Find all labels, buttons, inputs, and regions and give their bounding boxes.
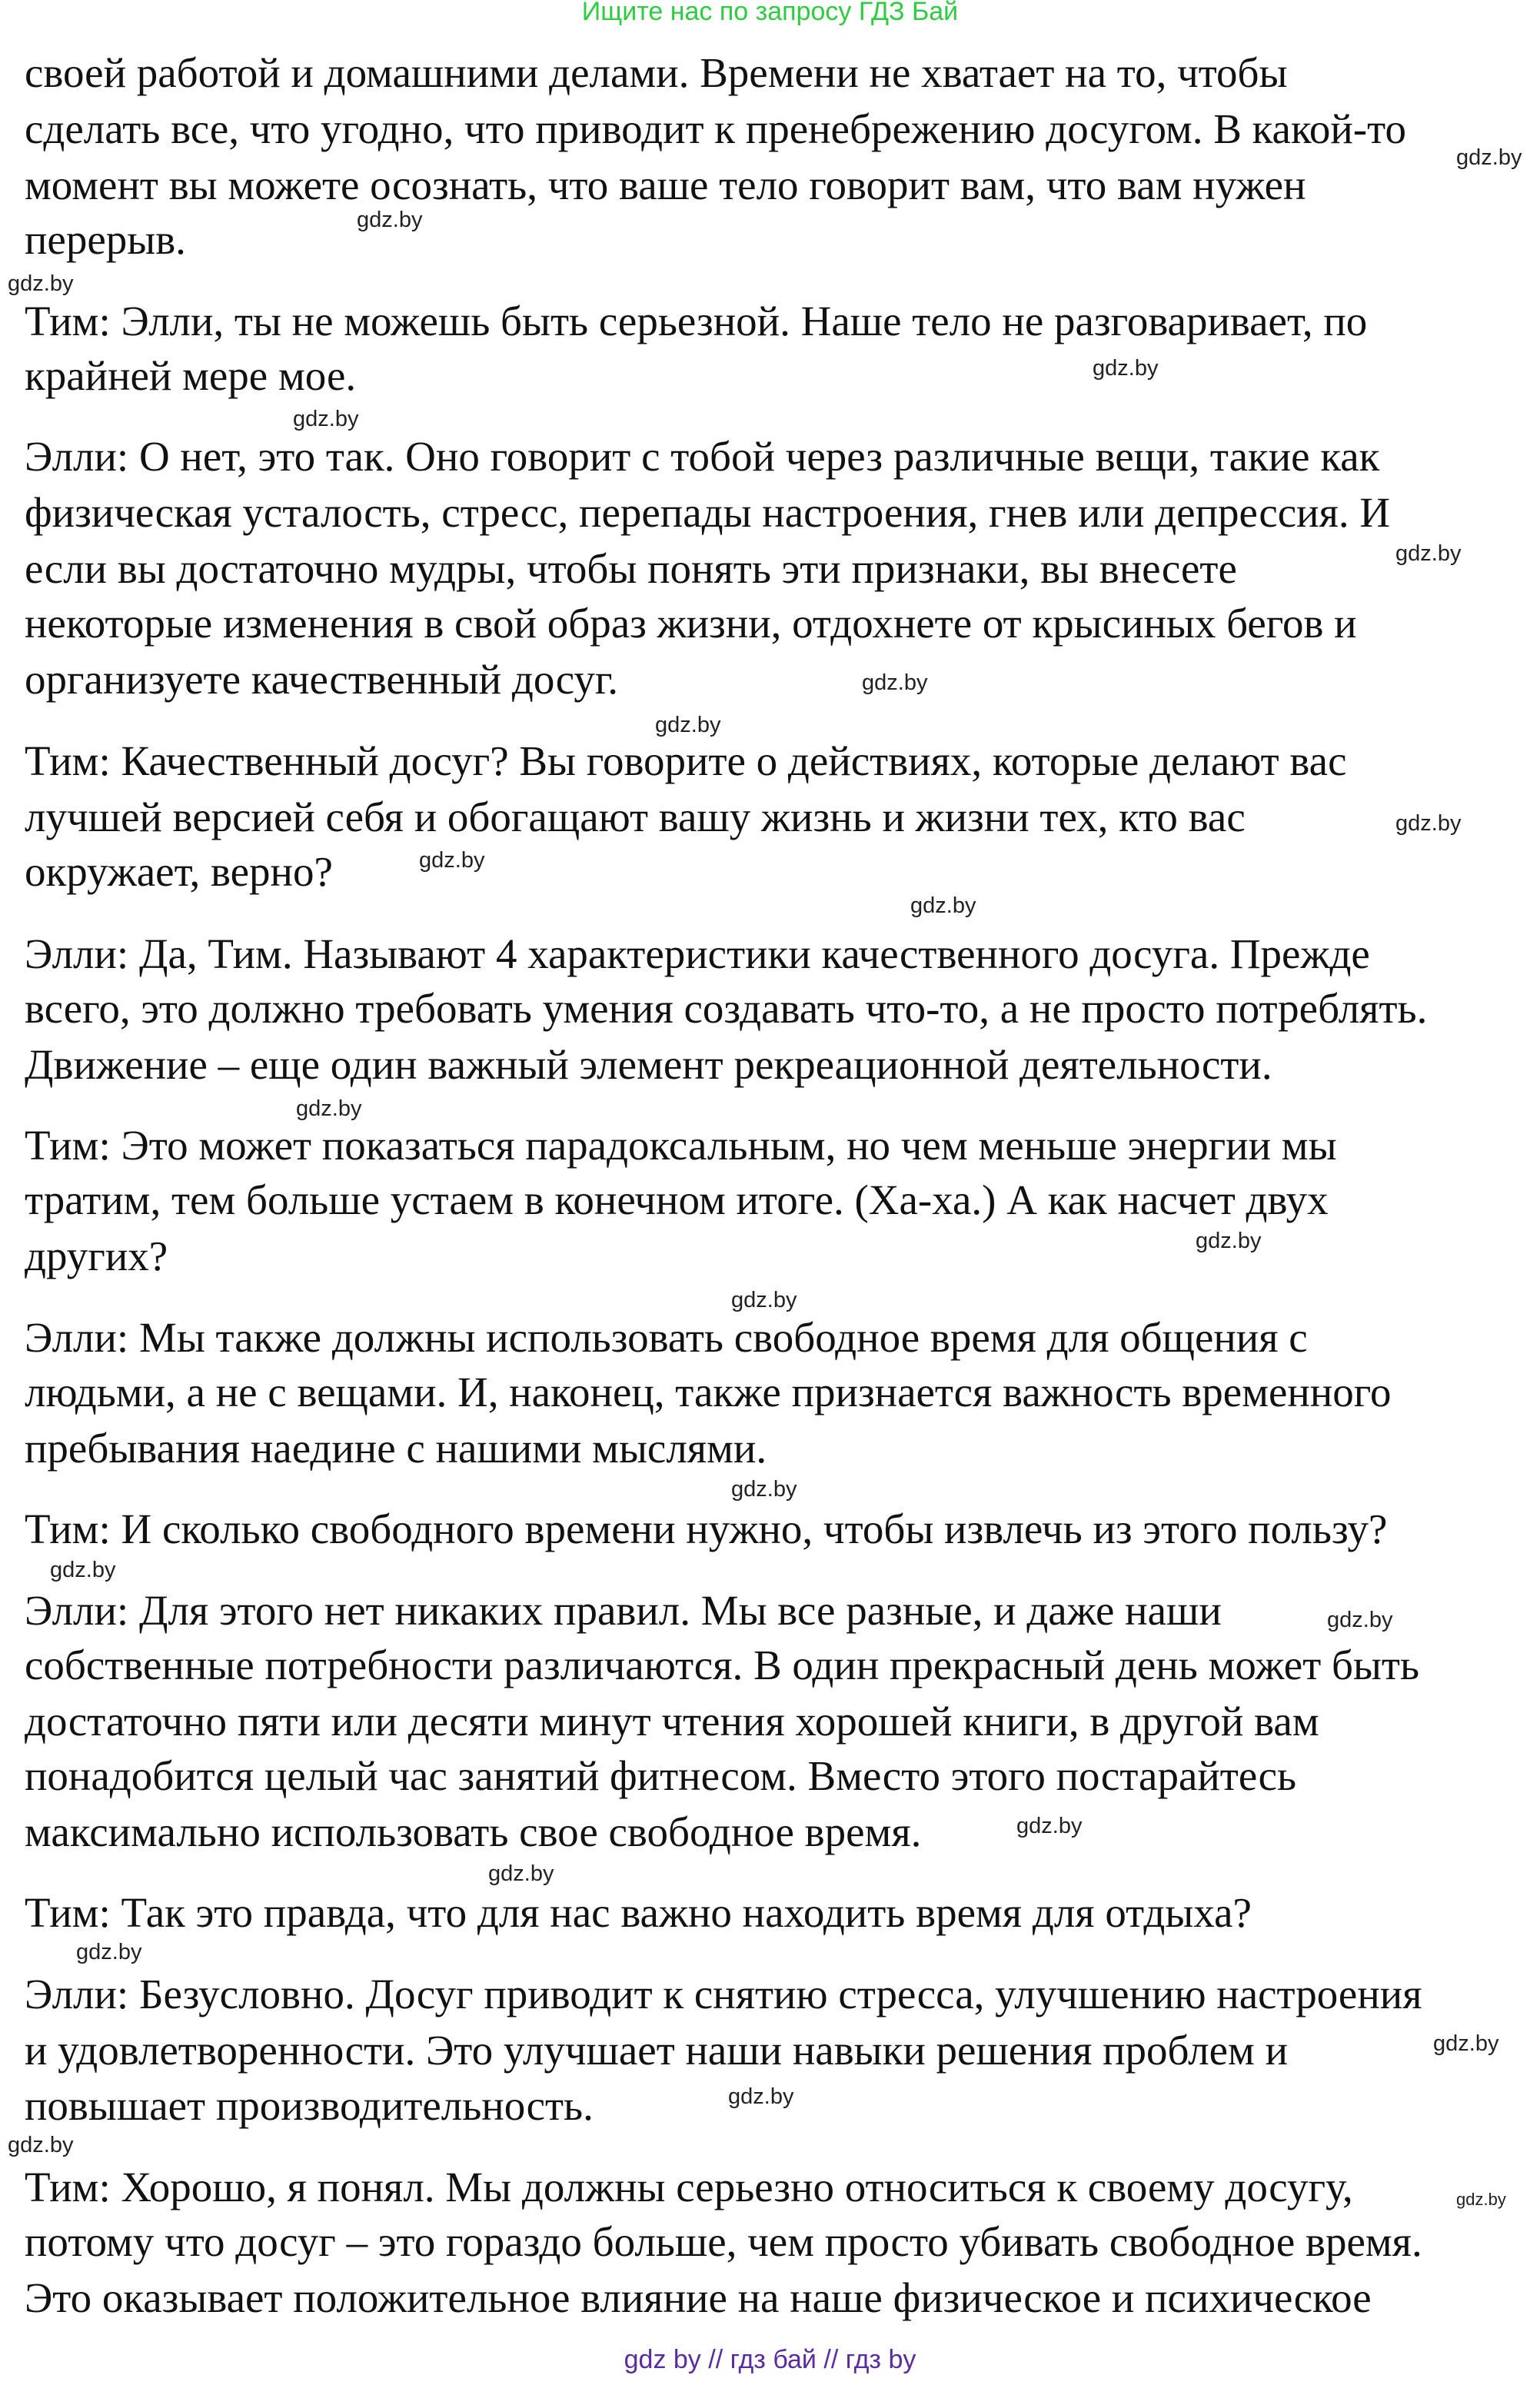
text-line: и удовлетворенности. Это улучшает наши навыки решения проблем и xyxy=(25,2027,1289,2074)
text-line: пребывания наедине с нашими мыслями. xyxy=(25,1425,767,1472)
watermark: gdz.by xyxy=(76,1940,142,1964)
text-line: Это оказывает положительное влияние на наше физическое и психическое xyxy=(25,2274,1372,2321)
text-line: своей работой и домашними делами. Времени не хватает на то, чтобы xyxy=(25,49,1288,96)
text-line: людьми, а не с вещами. И, наконец, также признается важность временного xyxy=(25,1369,1392,1415)
text-line: Тим: И сколько свободного времени нужно, чтобы извлечь из этого пользу? xyxy=(25,1505,1388,1552)
watermark: gdz.by xyxy=(488,1861,554,1886)
watermark: gdz.by xyxy=(731,1477,797,1502)
text-line: Тим: Качественный досуг? Вы говорите о действиях, которые делают вас xyxy=(25,737,1347,784)
watermark: gdz.by xyxy=(1327,1608,1393,1632)
watermark: gdz.by xyxy=(1093,356,1159,381)
watermark: gdz.by xyxy=(1433,2031,1499,2056)
text-line: Элли: О нет, это так. Оно говорит с тобой через различные вещи, такие как xyxy=(25,433,1380,480)
watermark: gdz.by xyxy=(655,713,721,737)
watermark: gdz.by xyxy=(1395,541,1462,566)
watermark: gdz.by xyxy=(419,848,485,873)
watermark: gdz.by xyxy=(728,2084,794,2109)
text-line: других? xyxy=(25,1232,168,1279)
text-line: понадобится целый час занятий фитнесом. Вместо этого постарайтесь xyxy=(25,1752,1297,1799)
text-line: если вы достаточно мудры, чтобы понять эти признаки, вы внесете xyxy=(25,545,1237,592)
text-line: достаточно пяти или десяти минут чтения хорошей книги, в другой вам xyxy=(25,1698,1319,1745)
text-line: максимально использовать свое свободное время. xyxy=(25,1808,922,1855)
text-line: организуете качественный досуг. xyxy=(25,656,618,703)
watermark: gdz.by xyxy=(910,893,976,918)
search-hint-header: Ищите нас по запросу ГДЗ Бай xyxy=(581,0,959,26)
watermark: gdz.by xyxy=(293,407,359,431)
text-line: некоторые изменения в свой образ жизни, отдохнете от крысиных бегов и xyxy=(25,600,1357,647)
text-line: Элли: Для этого нет никаких правил. Мы все разные, и даже наши xyxy=(25,1587,1222,1634)
text-line: перерыв. xyxy=(25,216,186,263)
text-line: Элли: Да, Тим. Называют 4 характеристики качественного досуга. Прежде xyxy=(25,930,1370,977)
watermark: gdz.by xyxy=(731,1288,797,1312)
text-line: физическая усталость, стресс, перепады настроения, гнев или депрессия. И xyxy=(25,489,1391,536)
text-line: Элли: Мы также должны использовать свободное время для общения с xyxy=(25,1314,1308,1361)
text-line: тратим, тем больше устаем в конечном итоге. (Ха-ха.) А как насчет двух xyxy=(25,1176,1329,1223)
watermark: gdz.by xyxy=(1016,1814,1083,1838)
text-line: Тим: Так это правда, что для нас важно находить время для отдыха? xyxy=(25,1889,1252,1936)
watermark: gdz.by xyxy=(862,670,928,695)
text-line: окружает, верно? xyxy=(25,848,333,895)
text-line: собственные потребности различаются. В один прекрасный день может быть xyxy=(25,1642,1420,1688)
text-line: потому что досуг – это гораздо больше, чем просто убивать свободное время. xyxy=(25,2218,1422,2265)
text-line: Элли: Безусловно. Досуг приводит к снятию стресса, улучшению настроения xyxy=(25,1971,1422,2017)
watermark: gdz.by xyxy=(1456,2190,1506,2209)
text-line: всего, это должно требовать умения создавать что-то, а не просто потреблять. xyxy=(25,985,1428,1032)
site-footer-link[interactable]: gdz by // гдз бай // гдз by xyxy=(624,2345,916,2374)
text-line: Тим: Это может показаться парадоксальным, но чем меньше энергии мы xyxy=(25,1122,1337,1169)
text-line: повышает производительность. xyxy=(25,2082,594,2129)
watermark: gdz.by xyxy=(8,2133,74,2157)
text-line: лучшей версией себя и обогащают вашу жизнь и жизни тех, кто вас xyxy=(25,793,1246,840)
watermark: gdz.by xyxy=(357,208,423,232)
watermark: gdz.by xyxy=(1456,145,1522,170)
text-line: момент вы можете осознать, что ваше тело говорит вам, что вам нужен xyxy=(25,161,1306,208)
watermark: gdz.by xyxy=(8,271,74,296)
text-line: сделать все, что угодно, что приводит к пренебрежению досугом. В какой-то xyxy=(25,105,1406,152)
watermark: gdz.by xyxy=(1395,811,1462,836)
text-line: Движение – еще один важный элемент рекреационной деятельности. xyxy=(25,1041,1272,1088)
text-line: Тим: Хорошо, я понял. Мы должны серьезно относиться к своему досугу, xyxy=(25,2164,1353,2210)
watermark: gdz.by xyxy=(296,1096,362,1121)
text-line: крайней мере мое. xyxy=(25,352,357,399)
text-line: Тим: Элли, ты не можешь быть серьезной. Наше тело не разговаривает, по xyxy=(25,298,1368,344)
watermark: gdz.by xyxy=(1196,1229,1262,1253)
watermark: gdz.by xyxy=(50,1558,116,1582)
